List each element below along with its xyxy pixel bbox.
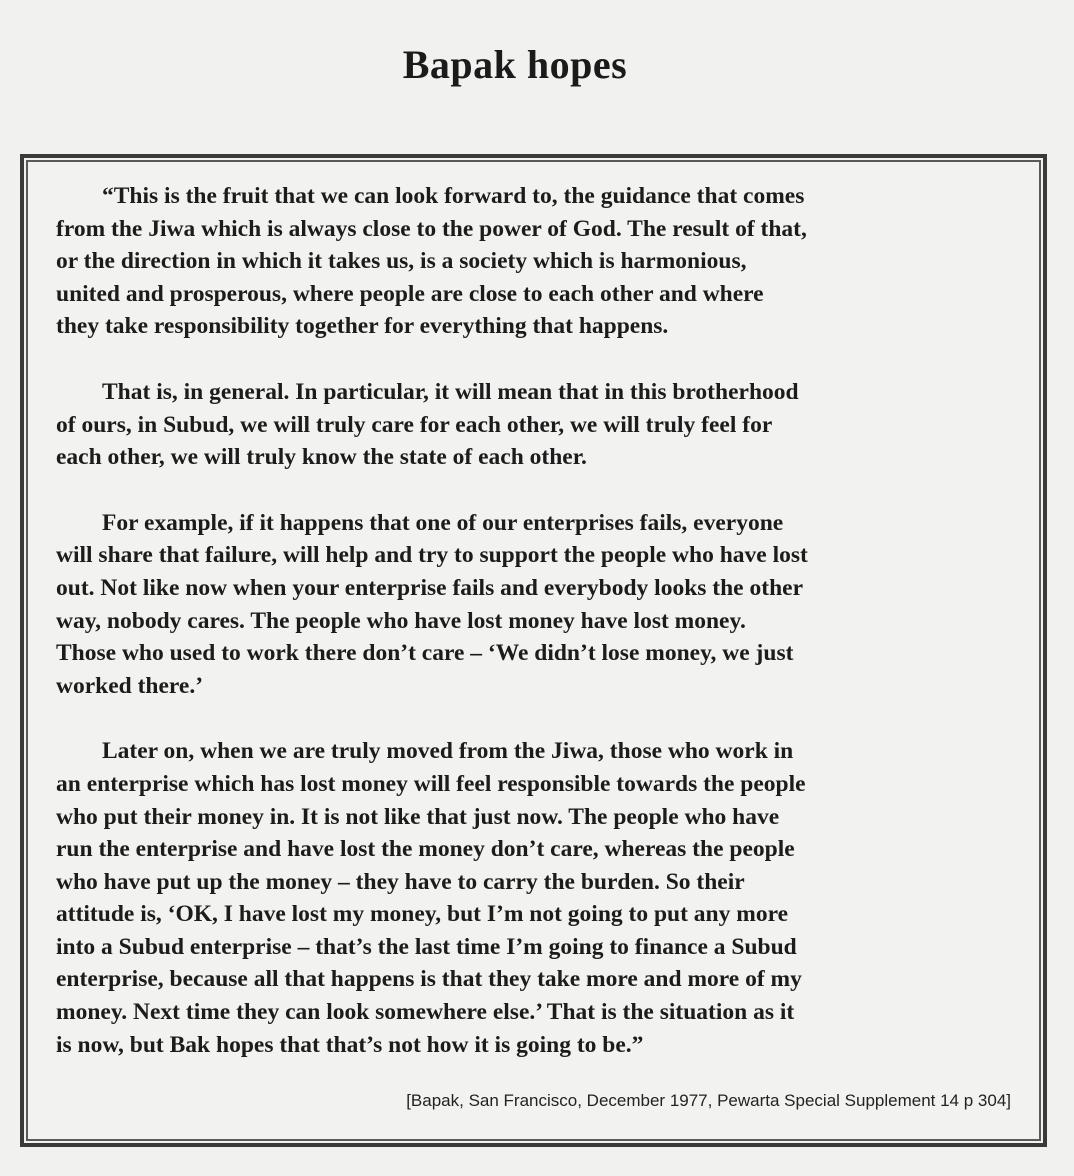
text-line: Later on, when we are truly moved from the Jiwa, those who work in (102, 738, 794, 765)
text-line: out. Not like now when your enterprise fails and everybody looks the other (56, 574, 803, 601)
text-line: an enterprise which has lost money will feel responsible towards the people (56, 770, 806, 797)
text-line: money. Next time they can look somewhere else.’ That is the situation as it (56, 999, 795, 1026)
text-line: worked there.’ (56, 672, 204, 699)
text-line: they take responsibility together for everything that happens. (56, 313, 669, 340)
citation: [Bapak, San Francisco, December 1977, Pewarta Special Supplement 14 p 304] (406, 1091, 1011, 1110)
quote-paragraph-1 (56, 180, 1021, 343)
text-line: attitude is, ‘OK, I have lost my money, but I’m not going to put any more (56, 901, 789, 928)
text-line: is now, but Bak hopes that that’s not how it is going to be.” (56, 1031, 644, 1058)
text-line: each other, we will truly know the state of each other. (56, 444, 587, 471)
text-line: Those who used to work there don’t care – ‘We didn’t lose money, we just (56, 640, 794, 667)
quote-paragraph-3 (56, 507, 1021, 703)
text-line: into a Subud enterprise – that’s the last time I’m going to finance a Subud (56, 933, 797, 960)
text-line: run the enterprise and have lost the money don’t care, whereas the people (56, 836, 795, 863)
text-line: who put their money in. It is not like that just now. The people who have (56, 803, 780, 830)
page-title: Bapak hopes (402, 41, 628, 87)
text-line: That is, in general. In particular, it will mean that in this brotherhood (102, 378, 799, 405)
text-line: way, nobody cares. The people who have lost money have lost money. (56, 607, 746, 634)
text-line: will share that failure, will help and try to support the people who have lost (56, 542, 808, 569)
quote-frame-inner (26, 160, 1041, 1141)
text-line: For example, if it happens that one of our enterprises fails, everyone (102, 509, 784, 536)
quote-body (56, 180, 1021, 1094)
text-line: enterprise, because all that happens is that they take more and more of my (56, 966, 802, 993)
quote-paragraph-4 (56, 735, 1021, 1061)
quote-frame (20, 154, 1047, 1147)
quote-paragraph-2 (56, 376, 1021, 474)
text-line: who have put up the money – they have to carry the burden. So their (56, 868, 745, 895)
text-line: or the direction in which it takes us, is a society which is harmonious, (56, 248, 747, 275)
text-line: of ours, in Subud, we will truly care for each other, we will truly feel for (56, 411, 773, 438)
text-line: from the Jiwa which is always close to the power of God. The result of that, (56, 215, 807, 242)
text-line: “This is the fruit that we can look forward to, the guidance that comes (102, 183, 805, 209)
text-line: united and prosperous, where people are close to each other and where (56, 280, 764, 307)
